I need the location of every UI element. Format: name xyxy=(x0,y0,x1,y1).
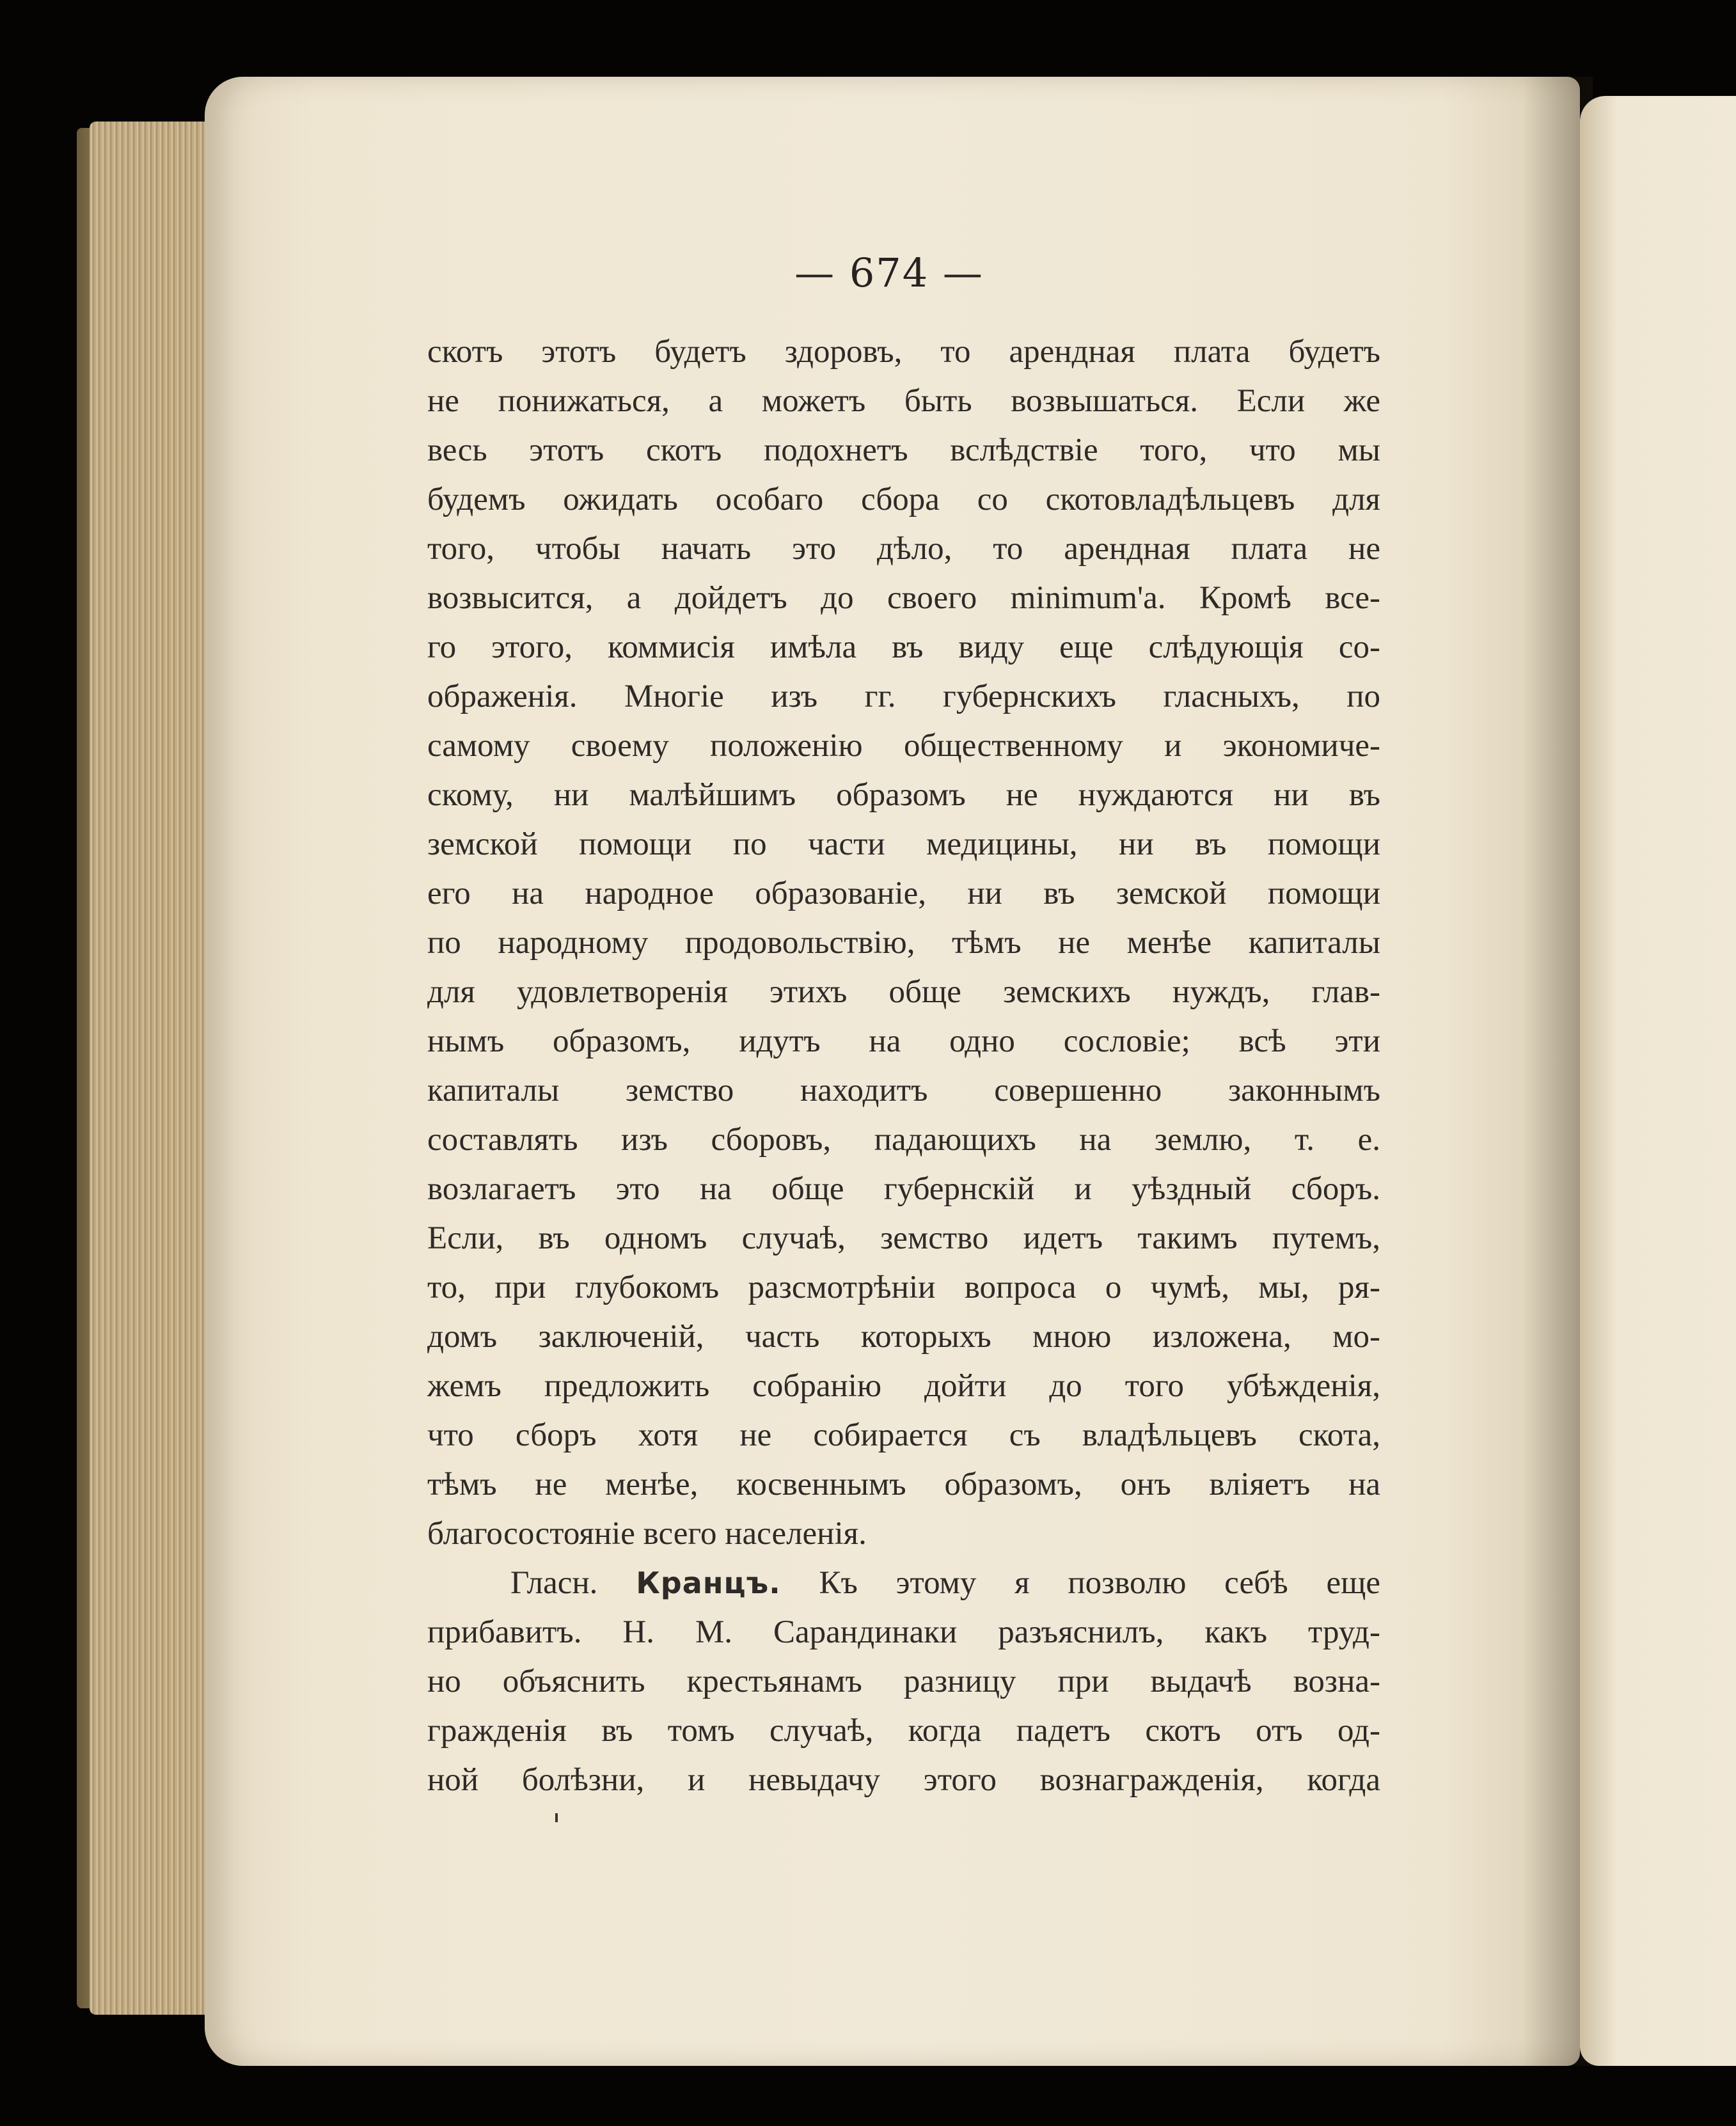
text-line: возвысится, а дойдетъ до своего minimum'а. Кромѣ все- xyxy=(427,580,1380,616)
page-number: — 674 — xyxy=(794,249,984,296)
speaker-prefix: Гласн. xyxy=(510,1565,598,1601)
text-line: того, чтобы начать это дѣло, то арендная плата не xyxy=(427,531,1380,567)
text-line: для удовлетворенія этихъ обще земскихъ нуждъ, глав- xyxy=(427,974,1380,1010)
text-line: не понижаться, а можетъ быть возвышаться. Если же xyxy=(427,383,1380,419)
paragraph-2 xyxy=(427,1559,1380,1805)
text-line: то, при глубокомъ разсмотрѣніи вопроса о чумѣ, мы, ря- xyxy=(427,1270,1380,1305)
body-text xyxy=(427,327,1380,1805)
text-line: скому, ни малѣйшимъ образомъ не нуждаются ни въ xyxy=(427,777,1380,813)
text-line: благосостояніе всего населенія. xyxy=(427,1516,867,1552)
speaker-name: Кранцъ. xyxy=(636,1566,781,1600)
paragraph-2-first-line xyxy=(427,1559,1380,1608)
text-line: нымъ образомъ, идутъ на одно сословіе; всѣ эти xyxy=(427,1023,1380,1059)
first-line-rest: Къ этому я позволю себѣ еще xyxy=(819,1565,1380,1601)
text-line: Если, въ одномъ случаѣ, земство идетъ такимъ путемъ, xyxy=(427,1220,1380,1256)
text-line: составлять изъ сборовъ, падающихъ на землю, т. е. xyxy=(427,1122,1380,1158)
text-line: но объяснить крестьянамъ разницу при выдачѣ возна- xyxy=(427,1664,1380,1699)
paragraph-1 xyxy=(427,327,1380,1559)
text-line: будемъ ожидать особаго сбора со скотовладѣльцевъ для xyxy=(427,482,1380,517)
facing-page xyxy=(1580,96,1736,2066)
text-line: прибавитъ. Н. М. Сарандинаки разъяснилъ, какъ труд- xyxy=(427,1614,1380,1650)
text-line: тѣмъ не менѣе, косвеннымъ образомъ, онъ вліяетъ на xyxy=(427,1467,1380,1502)
text-line: возлагаетъ это на обще губернскій и уѣздный сборъ. xyxy=(427,1171,1380,1207)
text-line: самому своему положенію общественному и экономиче- xyxy=(427,728,1380,764)
text-line: скотъ этотъ будетъ здоровъ, то арендная плата будетъ xyxy=(427,334,1380,370)
text-line: ображенія. Многіе изъ гг. губернскихъ гласныхъ, по xyxy=(427,679,1380,714)
text-line: капиталы земство находитъ совершенно законнымъ xyxy=(427,1073,1380,1108)
text-line: домъ заключеній, часть которыхъ мною изложена, мо- xyxy=(427,1319,1380,1355)
paper-speck xyxy=(555,1813,558,1822)
text-line: земской помощи по части медицины, ни въ помощи xyxy=(427,826,1380,862)
page-edges xyxy=(90,122,217,2015)
text-line: по народному продовольствію, тѣмъ не менѣе капиталы xyxy=(427,925,1380,961)
text-line: гражденія въ томъ случаѣ, когда падетъ скотъ отъ од- xyxy=(427,1713,1380,1749)
text-line: ной болѣзни, и невыдачу этого вознагражденія, когда xyxy=(427,1762,1380,1798)
text-line: го этого, коммисія имѣла въ виду еще слѣдующія со- xyxy=(427,629,1380,665)
text-line: его на народное образованіе, ни въ земской помощи xyxy=(427,876,1380,911)
text-line: весь этотъ скотъ подохнетъ вслѣдствіе того, что мы xyxy=(427,432,1380,468)
text-line: жемъ предложить собранію дойти до того убѣжденія, xyxy=(427,1368,1380,1404)
text-line: что сборъ хотя не собирается съ владѣльцевъ скота, xyxy=(427,1417,1380,1453)
